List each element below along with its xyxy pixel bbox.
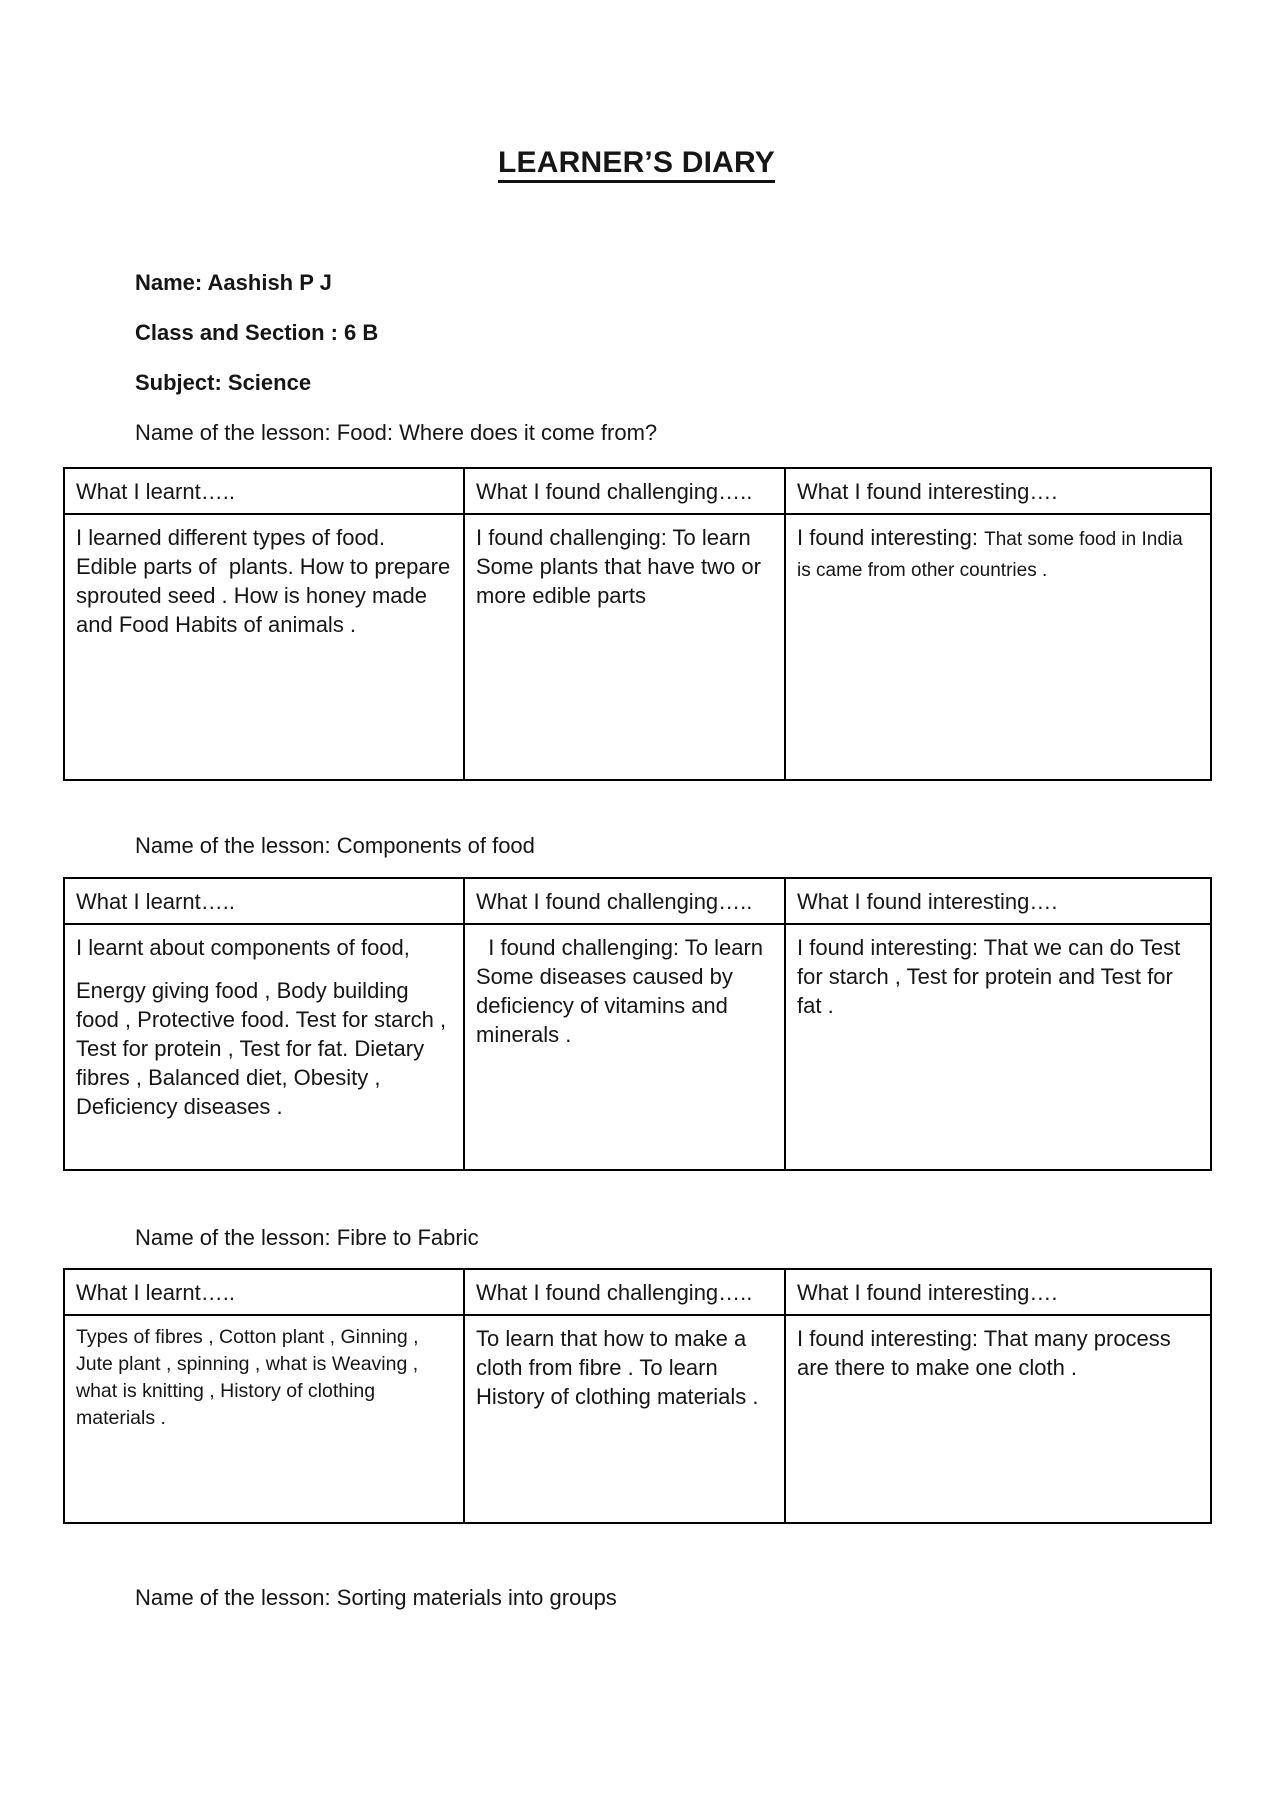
interesting-text bbox=[797, 933, 1198, 1020]
learnt-text: I learned different types of food. Edible parts of plants. How to prepare sprouted seed . How is honey made and Food Habits of animals . bbox=[76, 525, 457, 637]
table-body-row bbox=[64, 514, 1211, 780]
learnt-cell bbox=[64, 924, 464, 1170]
learnt-cell bbox=[64, 514, 464, 780]
column-header-learnt: What I learnt….. bbox=[64, 468, 464, 514]
column-header-challenging: What I found challenging….. bbox=[464, 1269, 785, 1315]
student-name-line: Name: Aashish P J bbox=[135, 270, 332, 295]
learnt-text-2: Energy giving food , Body building food , Protective food. Test for starch , Test for protein , Test for fat. Dietary fibres , Balanced diet, Obesity , Deficiency diseases . bbox=[76, 978, 452, 1119]
table-header-row bbox=[64, 468, 1211, 514]
interesting-rest: I found interesting: That many process are there to make one cloth . bbox=[797, 1326, 1177, 1380]
column-header-interesting: What I found interesting…. bbox=[785, 1269, 1211, 1315]
interesting-rest: That some food in India is came from other countries . bbox=[797, 529, 1188, 581]
column-header-interesting: What I found interesting…. bbox=[785, 878, 1211, 924]
interesting-text bbox=[797, 1324, 1198, 1382]
column-header-challenging: What I found challenging….. bbox=[464, 468, 785, 514]
class-section-line: Class and Section : 6 B bbox=[135, 320, 379, 345]
lesson-1-name-line: Name of the lesson: Food: Where does it come from? bbox=[135, 420, 658, 445]
table-body-row bbox=[64, 924, 1211, 1170]
learnt-text: Types of fibres , Cotton plant , Ginning , Jute plant , spinning , what is Weaving , what is knitting , History of clothing materials . bbox=[76, 1326, 424, 1429]
lesson-2-table bbox=[63, 877, 1212, 1171]
column-header-learnt: What I learnt….. bbox=[64, 1269, 464, 1315]
lesson-2-name-line: Name of the lesson: Components of food bbox=[135, 833, 535, 858]
interesting-text bbox=[797, 523, 1198, 585]
challenging-text: To learn that how to make a cloth from fibre . To learn History of clothing materials . bbox=[476, 1326, 759, 1409]
column-header-interesting: What I found interesting…. bbox=[785, 468, 1211, 514]
challenging-text: I found challenging: To learn Some diseases caused by deficiency of vitamins and minerals . bbox=[476, 935, 770, 1047]
interesting-lead: I found interesting: bbox=[797, 525, 985, 550]
challenging-cell bbox=[464, 1315, 785, 1523]
subject-line: Subject: Science bbox=[135, 370, 312, 395]
column-header-challenging: What I found challenging….. bbox=[464, 878, 785, 924]
table-body-row bbox=[64, 1315, 1211, 1523]
learnt-text: I learnt about components of food, bbox=[76, 935, 410, 960]
column-header-learnt: What I learnt….. bbox=[64, 878, 464, 924]
interesting-cell bbox=[785, 514, 1211, 780]
lesson-3-table bbox=[63, 1268, 1212, 1524]
learnt-cell bbox=[64, 1315, 464, 1523]
interesting-cell bbox=[785, 1315, 1211, 1523]
document-title bbox=[0, 146, 1273, 180]
document-title-text: LEARNER’S DIARY bbox=[498, 146, 775, 183]
interesting-rest: I found interesting: That we can do Test for starch , Test for protein and Test for fat . bbox=[797, 935, 1187, 1018]
lesson-4-name-line: Name of the lesson: Sorting materials into groups bbox=[135, 1585, 617, 1610]
table-header-row bbox=[64, 1269, 1211, 1315]
table-header-row bbox=[64, 878, 1211, 924]
challenging-cell bbox=[464, 924, 785, 1170]
lesson-1-table bbox=[63, 467, 1212, 781]
challenging-cell bbox=[464, 514, 785, 780]
challenging-text: I found challenging: To learn Some plants that have two or more edible parts bbox=[476, 525, 768, 608]
lesson-3-name-line: Name of the lesson: Fibre to Fabric bbox=[135, 1225, 479, 1250]
interesting-cell bbox=[785, 924, 1211, 1170]
